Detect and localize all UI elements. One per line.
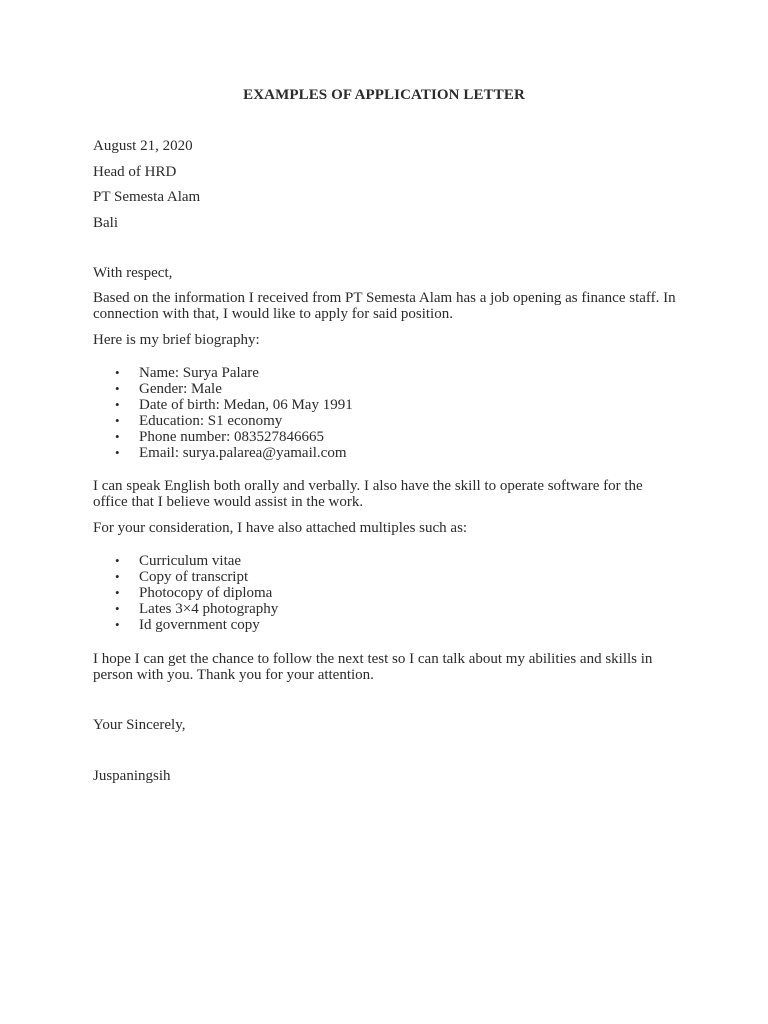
bullet-icon: • [115,397,120,412]
bio-item-text: Education: S1 economy [139,413,283,429]
bullet-icon: • [115,381,120,396]
intro-paragraph-line-2: connection with that, I would like to apply for said position. [93,306,453,322]
recipient-company: PT Semesta Alam [93,189,201,205]
bullet-icon: • [115,617,120,632]
bio-item-text: Email: surya.palarea@yamail.com [139,445,347,461]
attachments-heading: For your consideration, I have also attached multiples such as: [93,520,468,536]
bullet-icon: • [115,585,120,600]
attachment-item-text: Id government copy [139,617,260,633]
letter-date: August 21, 2020 [93,138,193,154]
bio-item-text: Gender: Male [139,381,222,397]
bullet-icon: • [115,429,120,444]
bullet-icon: • [115,569,120,584]
signature-name: Juspaningsih [93,768,171,784]
bullet-icon: • [115,445,120,460]
bullet-icon: • [115,601,120,616]
bio-heading: Here is my brief biography: [93,332,260,348]
closing-paragraph-line-2: person with you. Thank you for your attention. [93,667,374,683]
closing-paragraph-line-1: I hope I can get the chance to follow the next test so I can talk about my abilities and skills in [93,651,653,667]
bio-item-text: Name: Surya Palare [139,365,259,381]
recipient-location: Bali [93,215,118,231]
letter-title: EXAMPLES OF APPLICATION LETTER [243,87,525,103]
bullet-icon: • [115,553,120,568]
skills-paragraph-line-1: I can speak English both orally and verbally. I also have the skill to operate software for the [93,478,643,494]
attachment-item-text: Curriculum vitae [139,553,242,569]
recipient-title: Head of HRD [93,164,177,180]
greeting: With respect, [93,265,173,281]
bio-item-text: Phone number: 083527846665 [139,429,324,445]
attachment-item-text: Copy of transcript [139,569,249,585]
intro-paragraph-line-1: Based on the information I received from PT Semesta Alam has a job opening as finance staff. In [93,290,676,306]
bullet-icon: • [115,413,120,428]
bullet-icon: • [115,365,120,380]
attachment-item-text: Photocopy of diploma [139,585,273,601]
signoff: Your Sincerely, [93,717,186,733]
attachment-item-text: Lates 3×4 photography [139,601,279,617]
bio-item-text: Date of birth: Medan, 06 May 1991 [139,397,353,413]
skills-paragraph-line-2: office that I believe would assist in the work. [93,494,364,510]
